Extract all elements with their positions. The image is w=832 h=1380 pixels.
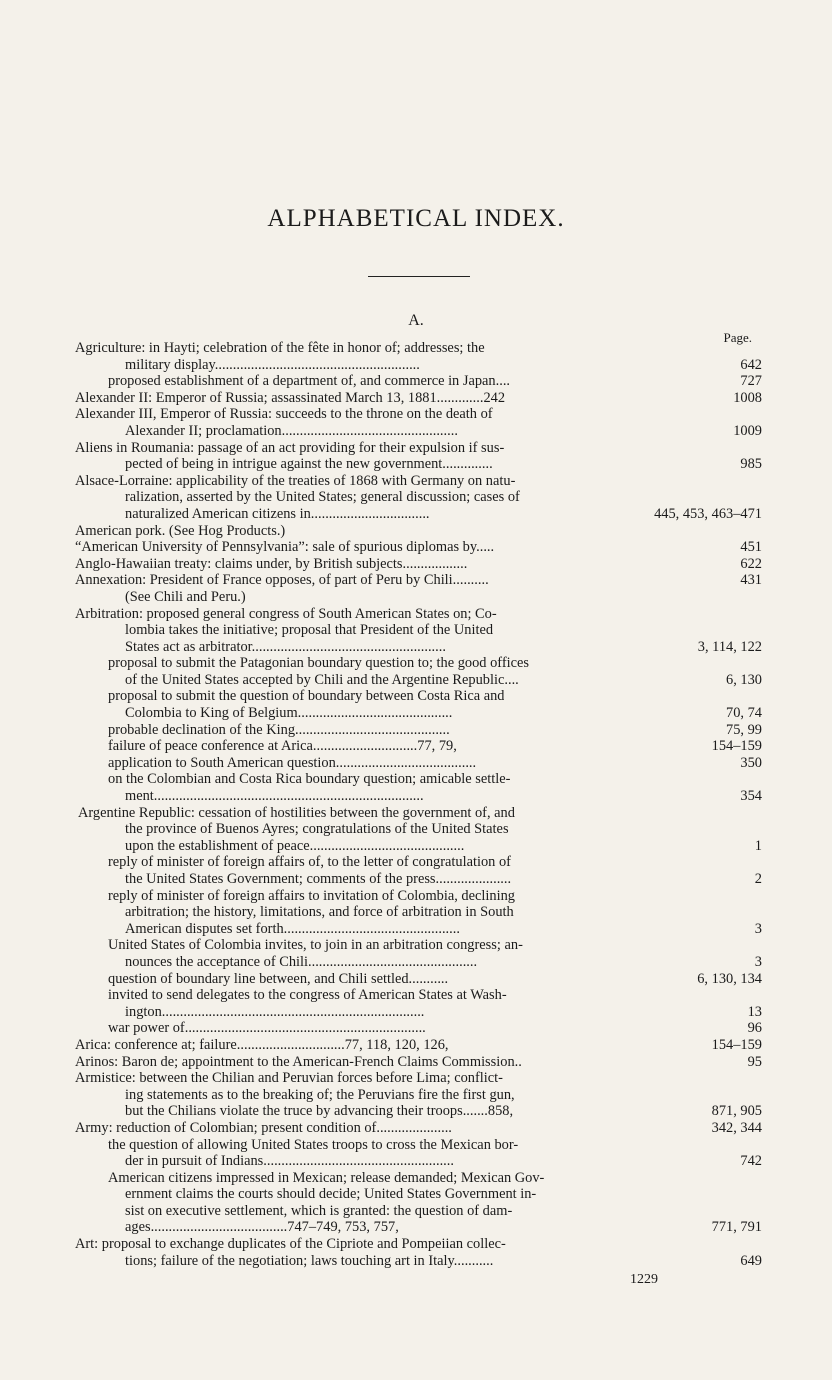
index-line <box>0 738 832 755</box>
index-line <box>0 572 832 589</box>
index-line-text: Alexander III, Emperor of Russia: succeeds to the throne on the death of <box>75 406 493 423</box>
index-line <box>0 1186 832 1203</box>
index-line-text: sist on executive settlement, which is granted: the question of dam- <box>125 1202 513 1219</box>
index-line-text: naturalized American citizens in................................. <box>125 505 430 522</box>
index-line-page: 445, 453, 463–471 <box>654 505 762 522</box>
index-line <box>0 755 832 772</box>
index-line <box>0 987 832 1004</box>
index-line <box>0 390 832 407</box>
index-line <box>0 655 832 672</box>
index-line-text: ington......................................................................... <box>125 1003 425 1020</box>
index-line-page: 70, 74 <box>726 705 762 722</box>
index-line-page: 342, 344 <box>711 1119 762 1136</box>
index-line-text: Arbitration: proposed general congress of South American States on; Co- <box>75 605 497 622</box>
index-line <box>0 904 832 921</box>
index-line-text: lombia takes the initiative; proposal that President of the United <box>125 622 494 639</box>
index-line <box>0 1004 832 1021</box>
index-line <box>0 1236 832 1253</box>
index-line <box>0 423 832 440</box>
index-line-text: ing statements as to the breaking of; the Peruvians fire the first gun, <box>125 1086 515 1103</box>
title-rule <box>368 276 470 277</box>
index-line-text: pected of being in intrigue against the new government.............. <box>125 456 493 473</box>
index-line <box>0 606 832 623</box>
index-line <box>0 888 832 905</box>
index-line <box>0 489 832 506</box>
index-line <box>0 722 832 739</box>
index-line-text: der in pursuit of Indians..................................................... <box>125 1153 454 1170</box>
index-line <box>0 1153 832 1170</box>
index-line-page: 727 <box>740 373 762 390</box>
index-line-text: upon the establishment of peace........................................... <box>125 837 465 854</box>
index-line <box>0 473 832 490</box>
index-line-text: Army: reduction of Colombian; present condition of..................... <box>75 1119 452 1136</box>
index-line-page: 13 <box>747 1003 762 1020</box>
footer-page-number: 1229 <box>630 1272 658 1287</box>
index-line <box>0 406 832 423</box>
index-line-page: 3 <box>754 953 762 970</box>
index-line-text: tions; failure of the negotiation; laws touching art in Italy........... <box>125 1252 494 1269</box>
index-line-text: proposal to submit the question of boundary between Costa Rica and <box>108 688 505 705</box>
index-line-text: Agriculture: in Hayti; celebration of the fête in honor of; addresses; the <box>75 340 485 356</box>
index-line-text: reply of minister of foreign affairs to invitation of Colombia, declining <box>108 887 515 904</box>
index-line-page: 771, 791 <box>711 1219 762 1236</box>
index-line-page: 1 <box>754 837 762 854</box>
index-line-text: the United States Government; comments of the press..................... <box>125 871 512 887</box>
index-line <box>0 556 832 573</box>
index-line <box>0 1020 832 1037</box>
index-line-text: Arica: conference at; failure..............................77, 118, 120, 126, <box>75 1036 449 1053</box>
index-line <box>0 373 832 390</box>
index-line <box>0 622 832 639</box>
index-line-text: proposed establishment of a department of, and commerce in Japan.... <box>108 373 511 390</box>
index-line-text: reply of minister of foreign affairs of, to the letter of congratulation of <box>108 854 511 871</box>
index-line <box>0 821 832 838</box>
index-line <box>0 1070 832 1087</box>
index-line-text: failure of peace conference at Arica.............................77, 79, <box>108 738 457 755</box>
index-line <box>0 523 832 540</box>
index-line <box>0 1203 832 1220</box>
index-line-page: 985 <box>740 456 762 473</box>
index-line <box>0 788 832 805</box>
index-line-text: Armistice: between the Chilian and Peruvian forces before Lima; conflict- <box>75 1070 503 1087</box>
index-line-text: ernment claims the courts should decide; United States Government in- <box>125 1186 537 1203</box>
index-line-page: 451 <box>740 539 762 556</box>
index-line-page: 96 <box>747 1020 762 1037</box>
index-line <box>0 456 832 473</box>
index-line <box>0 805 832 822</box>
index-line <box>0 937 832 954</box>
index-line-text: Alexander II: Emperor of Russia; assassinated March 13, 1881.............242 <box>75 389 506 406</box>
index-line-text: on the Colombian and Costa Rica boundary question; amicable settle- <box>108 771 511 788</box>
index-line <box>0 688 832 705</box>
index-line <box>0 589 832 606</box>
index-line-page: 354 <box>740 788 762 805</box>
index-line-page: 1008 <box>733 389 762 406</box>
index-line-page: 154–159 <box>711 1036 762 1053</box>
index-line-text: application to South American question....................................... <box>108 754 477 771</box>
index-line-text: war power of................................................................... <box>108 1020 426 1037</box>
index-line-text: Aliens in Roumania: passage of an act providing for their expulsion if sus- <box>75 439 505 456</box>
index-line-text: but the Chilians violate the truce by advancing their troops.......858, <box>125 1103 514 1120</box>
index-line <box>0 854 832 871</box>
index-line <box>0 340 832 357</box>
index-line <box>0 838 832 855</box>
section-letter: A. <box>408 312 424 329</box>
index-line-text: Annexation: President of France opposes, of part of Peru by Chili.......... <box>75 572 489 589</box>
index-line <box>0 771 832 788</box>
index-line <box>0 954 832 971</box>
index-line-text: of the United States accepted by Chili and the Argentine Republic.... <box>125 671 519 688</box>
index-line-text: probable declination of the King........................................... <box>108 721 450 738</box>
index-line-page: 154–159 <box>711 738 762 755</box>
index-line-text: States act as arbitrator...................................................... <box>125 638 446 655</box>
index-line <box>0 357 832 374</box>
index-line <box>0 440 832 457</box>
index-line-page: 1009 <box>733 422 762 439</box>
index-line <box>0 672 832 689</box>
index-line <box>0 1219 832 1236</box>
index-line <box>0 506 832 523</box>
index-line-text: proposal to submit the Patagonian boundary question to; the good offices <box>108 655 529 672</box>
index-line <box>0 1253 832 1270</box>
index-line <box>0 921 832 938</box>
index-line-page: 3 <box>754 920 762 937</box>
index-line-page: 2 <box>754 871 762 887</box>
index-line-text: arbitration; the history, limitations, and force of arbitration in South <box>125 904 514 921</box>
index-line-page: 742 <box>740 1153 762 1170</box>
index-line-page: 649 <box>740 1252 762 1269</box>
index-line-text: American disputes set forth................................................. <box>125 920 460 937</box>
page-title: ALPHABETICAL INDEX. <box>267 205 565 232</box>
index-line-page: 622 <box>740 555 762 572</box>
index-line-text: question of boundary line between, and Chili settled........... <box>108 970 449 987</box>
index-line-text: (See Chili and Peru.) <box>125 588 246 605</box>
index-line-text: the question of allowing United States troops to cross the Mexican bor- <box>108 1136 519 1153</box>
index-line-text: ment........................................................................... <box>125 788 424 805</box>
page-column-header: Page. <box>723 330 752 345</box>
index-line-text: ralization, asserted by the United States; general discussion; cases of <box>125 489 520 506</box>
index-line <box>0 1054 832 1071</box>
index-line-page: 642 <box>740 356 762 373</box>
index-line <box>0 871 832 888</box>
index-line-text: ages......................................747–749, 753, 757, <box>125 1219 399 1236</box>
index-line-text: Colombia to King of Belgium........................................... <box>125 705 453 722</box>
index-line-page: 6, 130, 134 <box>697 970 762 987</box>
index-line-page: 871, 905 <box>711 1103 762 1120</box>
index-line-page: 350 <box>740 754 762 771</box>
index-line-text: Arinos: Baron de; appointment to the American-French Claims Commission.. <box>75 1053 522 1070</box>
index-line-page: 3, 114, 122 <box>697 638 762 655</box>
index-line-text: “American University of Pennsylvania”: sale of spurious diplomas by..... <box>75 539 495 556</box>
index-line <box>0 639 832 656</box>
index-line <box>0 1037 832 1054</box>
index-line <box>0 539 832 556</box>
index-line <box>0 1137 832 1154</box>
index-line <box>0 1103 832 1120</box>
index-entries <box>0 340 832 1269</box>
index-line-text: Art: proposal to exchange duplicates of the Cipriote and Pompeiian collec- <box>75 1236 506 1253</box>
index-line-text: Argentine Republic: cessation of hostilities between the government of, and <box>78 804 515 821</box>
index-line <box>0 705 832 722</box>
index-line <box>0 971 832 988</box>
index-line-text: nounces the acceptance of Chili............................................... <box>125 953 478 970</box>
index-line <box>0 1120 832 1137</box>
index-line-text: Anglo-Hawaiian treaty: claims under, by British subjects.................. <box>75 555 468 572</box>
index-line-text: invited to send delegates to the congress of American States at Wash- <box>108 987 507 1004</box>
index-line-text: Alsace-Lorraine: applicability of the treaties of 1868 with Germany on natu- <box>75 472 516 489</box>
index-line-text: American pork. (See Hog Products.) <box>75 522 286 539</box>
index-line <box>0 1170 832 1187</box>
index-line-page: 95 <box>747 1053 762 1070</box>
index-line-page: 6, 130 <box>726 671 762 688</box>
index-line-text: military display......................................................... <box>125 356 420 373</box>
index-line-text: Alexander II; proclamation................................................. <box>125 422 458 439</box>
index-line-text: United States of Colombia invites, to join in an arbitration congress; an- <box>108 937 523 954</box>
index-line-text: American citizens impressed in Mexican; release demanded; Mexican Gov- <box>108 1169 545 1186</box>
index-line-page: 75, 99 <box>726 721 762 738</box>
index-line-page: 431 <box>740 572 762 589</box>
index-line <box>0 1087 832 1104</box>
index-line-text: the province of Buenos Ayres; congratulations of the United States <box>125 821 509 838</box>
